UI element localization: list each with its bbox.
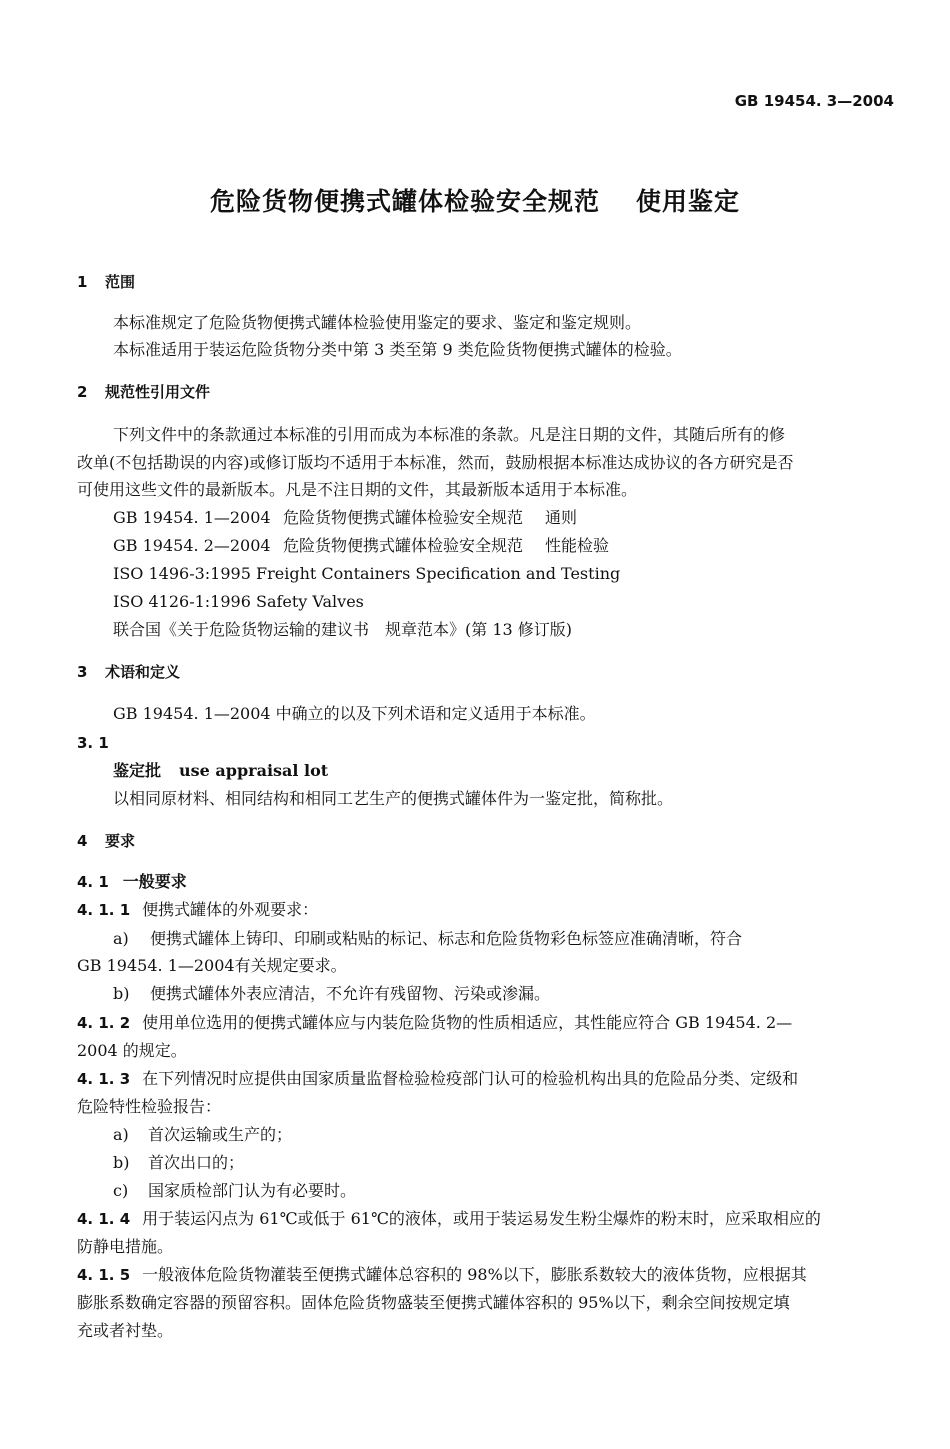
- section-4-title: 要求: [105, 832, 136, 850]
- clause-4-1-1-text: 便携式罐体的外观要求：: [142, 900, 319, 919]
- section-2-heading: [77, 381, 210, 403]
- s1-paragraph-1: 本标准规定了危险货物便携式罐体检验使用鉴定的要求、鉴定和鉴定规则。: [113, 313, 642, 332]
- clause-4-1-4-text: 用于装运闪点为 61℃或低于 61℃的液体，或用于装运易发生粉尘爆炸的粉末时，应采取相应的: [142, 1209, 821, 1228]
- item-marker: a): [113, 929, 129, 948]
- s2-paragraph-line-1: 下列文件中的条款通过本标准的引用而成为本标准的条款。凡是注日期的文件，其随后所有的修: [113, 425, 786, 444]
- reference-gb-19454-2: [113, 535, 609, 557]
- clause-4-1-5-line-2: 膨胀系数确定容器的预留容积。固体危险货物盛装至便携式罐体容积的 95%以下，剩余空间按规定填: [77, 1293, 790, 1312]
- clause-4-1-4-number: 4. 1. 4: [77, 1210, 131, 1228]
- clause-4-1-5: [77, 1264, 807, 1286]
- term-chinese: 鉴定批: [113, 761, 162, 780]
- clause-4-1-title: 一般要求: [122, 872, 187, 891]
- clause-4-1-4: [77, 1208, 821, 1230]
- document-title: [0, 182, 950, 218]
- s3-intro: GB 19454. 1—2004 中确立的以及下列术语和定义适用于本标准。: [113, 704, 596, 723]
- reference-title: 危险货物便携式罐体检验安全规范: [283, 536, 524, 555]
- item-text: 首次出口的；: [148, 1153, 245, 1172]
- reference-code: GB 19454. 1—2004: [113, 508, 271, 527]
- section-1-title: 范围: [105, 273, 136, 291]
- clause-4-1: [77, 871, 187, 893]
- clause-4-1-5-line-3: 充或者衬垫。: [77, 1321, 174, 1340]
- section-1-heading: [77, 271, 135, 293]
- reference-code: GB 19454. 2—2004: [113, 536, 271, 555]
- section-2-number: 2: [77, 383, 88, 401]
- clause-4-1-5-text: 一般液体危险货物灌装至便携式罐体总容积的 98%以下，膨胀系数较大的液体货物，应根据其: [142, 1265, 807, 1284]
- title-main: 危险货物便携式罐体检验安全规范: [209, 187, 600, 216]
- s2-paragraph-line-2: 改单(不包括勘误的内容)或修订版均不适用于本标准，然而，鼓励根据本标准达成协议的各方研究是否: [77, 453, 794, 472]
- s2-paragraph-line-3: 可使用这些文件的最新版本。凡是不注日期的文件，其最新版本适用于本标准。: [77, 480, 638, 499]
- section-2-title: 规范性引用文件: [105, 383, 211, 401]
- clause-4-1-5-number: 4. 1. 5: [77, 1266, 131, 1284]
- reference-part: 通则: [545, 508, 578, 527]
- clause-4-1-3-text: 在下列情况时应提供由国家质量监督检验检疫部门认可的检验机构出具的危险品分类、定级和: [142, 1069, 799, 1088]
- section-4-heading: [77, 830, 135, 852]
- item-4-1-1-b: [113, 983, 550, 1005]
- item-marker: b): [113, 1153, 130, 1172]
- clause-4-1-number: 4. 1: [77, 873, 109, 891]
- item-text: 首次运输或生产的；: [148, 1125, 293, 1144]
- reference-title: 危险货物便携式罐体检验安全规范: [283, 508, 524, 527]
- clause-4-1-2-number: 4. 1. 2: [77, 1014, 131, 1032]
- clause-4-1-3: [77, 1068, 798, 1090]
- item-4-1-1-a-line-2: GB 19454. 1—2004有关规定要求。: [77, 956, 347, 975]
- item-4-1-3-a: [113, 1124, 292, 1146]
- reference-iso-4126-1: ISO 4126-1:1996 Safety Valves: [113, 592, 364, 611]
- clause-4-1-4-line-2: 防静电措施。: [77, 1237, 174, 1256]
- item-4-1-3-c: [113, 1180, 356, 1202]
- item-text: 便携式罐体外表应清洁，不允许有残留物、污染或渗漏。: [150, 984, 551, 1003]
- clause-4-1-3-number: 4. 1. 3: [77, 1070, 131, 1088]
- item-4-1-3-b: [113, 1152, 244, 1174]
- section-1-number: 1: [77, 273, 88, 291]
- item-text: 便携式罐体上铸印、印刷或粘贴的标记、标志和危险货物彩色标签应准确清晰，符合: [150, 929, 743, 948]
- standard-code: GB 19454. 3—2004: [734, 92, 894, 110]
- clause-4-1-1: [77, 899, 318, 921]
- clause-4-1-2: [77, 1012, 792, 1034]
- reference-part: 性能检验: [545, 536, 610, 555]
- clause-4-1-2-line-2: 2004 的规定。: [77, 1041, 187, 1060]
- item-4-1-1-a: [113, 928, 742, 950]
- item-marker: c): [113, 1181, 129, 1200]
- s1-paragraph-2: 本标准适用于装运危险货物分类中第 3 类至第 9 类危险货物便携式罐体的检验。: [113, 340, 682, 359]
- section-3-title: 术语和定义: [105, 663, 181, 681]
- clause-4-1-1-number: 4. 1. 1: [77, 901, 131, 919]
- section-3-number: 3: [77, 663, 88, 681]
- item-text: 国家质检部门认为有必要时。: [148, 1181, 357, 1200]
- clause-3-1-number: 3. 1: [77, 734, 109, 752]
- clause-4-1-3-line-2: 危险特性检验报告：: [77, 1097, 222, 1116]
- title-sub: 使用鉴定: [636, 187, 741, 216]
- reference-gb-19454-1: [113, 507, 577, 529]
- reference-iso-1496-3: ISO 1496-3:1995 Freight Containers Specification and Testing: [113, 564, 621, 583]
- reference-un-model-regulations: 联合国《关于危险货物运输的建议书 规章范本》(第 13 修订版): [113, 620, 573, 639]
- section-4-number: 4: [77, 832, 88, 850]
- term-english: use appraisal lot: [179, 761, 329, 780]
- section-3-heading: [77, 661, 180, 683]
- term-entry: [113, 760, 328, 782]
- clause-4-1-2-text: 使用单位选用的便携式罐体应与内装危险货物的性质相适应，其性能应符合 GB 19454. 2—: [142, 1013, 793, 1032]
- item-marker: b): [113, 984, 130, 1003]
- term-definition: 以相同原材料、相同结构和相同工艺生产的便携式罐体件为一鉴定批，简称批。: [113, 789, 674, 808]
- item-marker: a): [113, 1125, 129, 1144]
